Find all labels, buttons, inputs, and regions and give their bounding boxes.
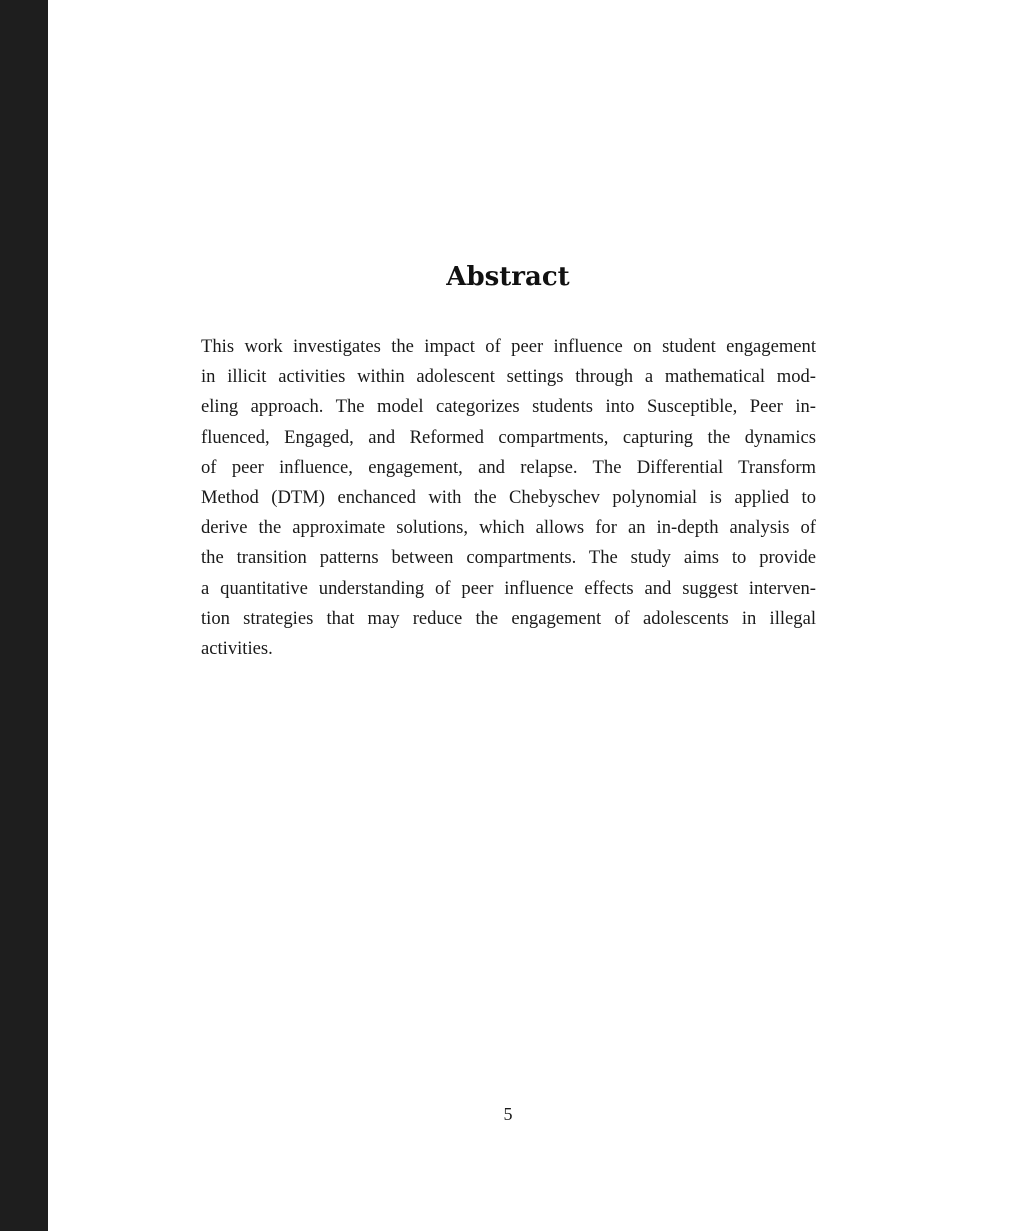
abstract-line: activities. — [201, 637, 273, 659]
abstract-line: Method (DTM) enchanced with the Chebyschev polynomial is applied to — [201, 486, 816, 508]
document-page — [48, 0, 1013, 1231]
abstract-line: a quantitative understanding of peer influence effects and suggest interven- — [201, 577, 816, 599]
abstract-heading: Abstract — [446, 262, 570, 292]
abstract-line: This work investigates the impact of peer influence on student engagement — [201, 336, 816, 357]
abstract-line: derive the approximate solutions, which allows for an in-depth analysis of — [201, 517, 816, 539]
abstract-line: fluenced, Engaged, and Reformed compartments, capturing the dynamics — [201, 426, 816, 448]
abstract-line: in illicit activities within adolescent settings through a mathematical mod- — [201, 366, 816, 388]
abstract-line: tion strategies that may reduce the engagement of adolescents in illegal — [201, 607, 816, 629]
abstract-body — [201, 332, 816, 664]
abstract-line: of peer influence, engagement, and relapse. The Differential Transform — [201, 456, 816, 478]
abstract-line: eling approach. The model categorizes students into Susceptible, Peer in- — [201, 396, 816, 418]
abstract-line: the transition patterns between compartments. The study aims to provide — [201, 547, 816, 569]
viewer-sidebar-gutter — [0, 0, 48, 1231]
page-number: 5 — [503, 1104, 513, 1124]
